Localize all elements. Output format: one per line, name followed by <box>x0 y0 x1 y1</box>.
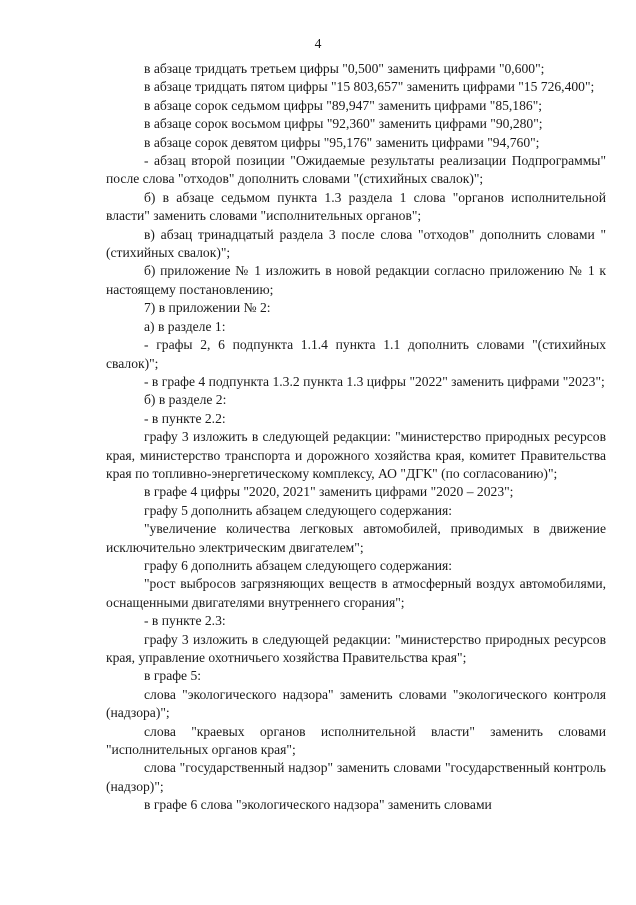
paragraph: в абзаце тридцать третьем цифры "0,500" заменить цифрами "0,600"; <box>144 61 545 76</box>
paragraph: "рост выбросов загрязняющих веществ в атмосферный воздух автомобилями, оснащенными двигателями внутреннего сгорания"; <box>106 576 606 610</box>
paragraph: б) в абзаце седьмом пункта 1.3 раздела 1 слова "органов исполнительной власти" заменить словами "исполнительных органов"; <box>106 189 606 224</box>
paragraph: 7) в приложении № 2: <box>144 300 271 316</box>
paragraph: графу 5 дополнить абзацем следующего содержания: <box>144 502 453 518</box>
paragraph: графу 6 дополнить абзацем следующего содержания: <box>144 557 453 573</box>
paragraph: в абзаце сорок девятом цифры "95,176" заменить цифрами "94,760"; <box>144 134 540 150</box>
paragraph: в) абзац тринадцатый раздела 3 после слова "отходов" дополнить словами "(стихийных свалок)"; <box>106 226 606 261</box>
paragraph: слова "экологического надзора" заменить словами "экологического контроля (надзора)"; <box>106 686 606 721</box>
paragraph: в графе 4 цифры "2020, 2021" заменить цифрами "2020 – 2023"; <box>144 484 514 500</box>
paragraph: в графе 6 слова "экологического надзора" заменить словами <box>144 797 492 813</box>
paragraph: - абзац второй позиции "Ожидаемые результаты реализации Подпрограммы" после слова "отходов" дополнить словами "(стихийных свалок)"; <box>106 153 606 187</box>
paragraph: слова "краевых органов исполнительной власти" заменить словами "исполнительных органов края"; <box>106 723 606 758</box>
paragraph: в абзаце тридцать пятом цифры "15 803,657" заменить цифрами "15 726,400"; <box>144 79 595 95</box>
paragraph: графу 3 изложить в следующей редакции: "министерство природных ресурсов края, министерство транспорта и дорожного хозяйства края, комитет Правительства края по топливно-энергетическому комплексу, АО "ДГК" (по согласованию)"; <box>106 429 606 481</box>
paragraph: графу 3 изложить в следующей редакции: "министерство природных ресурсов края, управление охотничьего хозяйства Правительства края"; <box>106 631 606 665</box>
paragraph: б) приложение № 1 изложить в новой редакции согласно приложению № 1 к настоящему постановлению; <box>106 263 606 297</box>
paragraph: - в графе 4 подпункта 1.3.2 пункта 1.3 цифры "2022" заменить цифрами "2023"; <box>144 373 605 389</box>
paragraph: - графы 2, 6 подпункта 1.1.4 пункта 1.1 дополнить словами "(стихийных свалок)"; <box>106 337 606 371</box>
paragraph: слова "государственный надзор" заменить словами "государственный контроль (надзор)"; <box>106 760 606 794</box>
paragraph: в графе 5: <box>144 668 202 684</box>
paragraph: "увеличение количества легковых автомобилей, приводимых в движение исключительно электрическим двигателем"; <box>106 521 606 555</box>
paragraph: в абзаце сорок седьмом цифры "89,947" заменить цифрами "85,186"; <box>144 97 543 113</box>
paragraph: - в пункте 2.3: <box>144 613 226 629</box>
paragraph: в абзаце сорок восьмом цифры "92,360" заменить цифрами "90,280"; <box>144 116 543 132</box>
paragraph: а) в разделе 1: <box>144 318 226 334</box>
page-number: 4 <box>314 36 322 51</box>
document-body <box>106 60 606 815</box>
paragraph: - в пункте 2.2: <box>144 410 226 426</box>
paragraph: б) в разделе 2: <box>144 392 227 408</box>
